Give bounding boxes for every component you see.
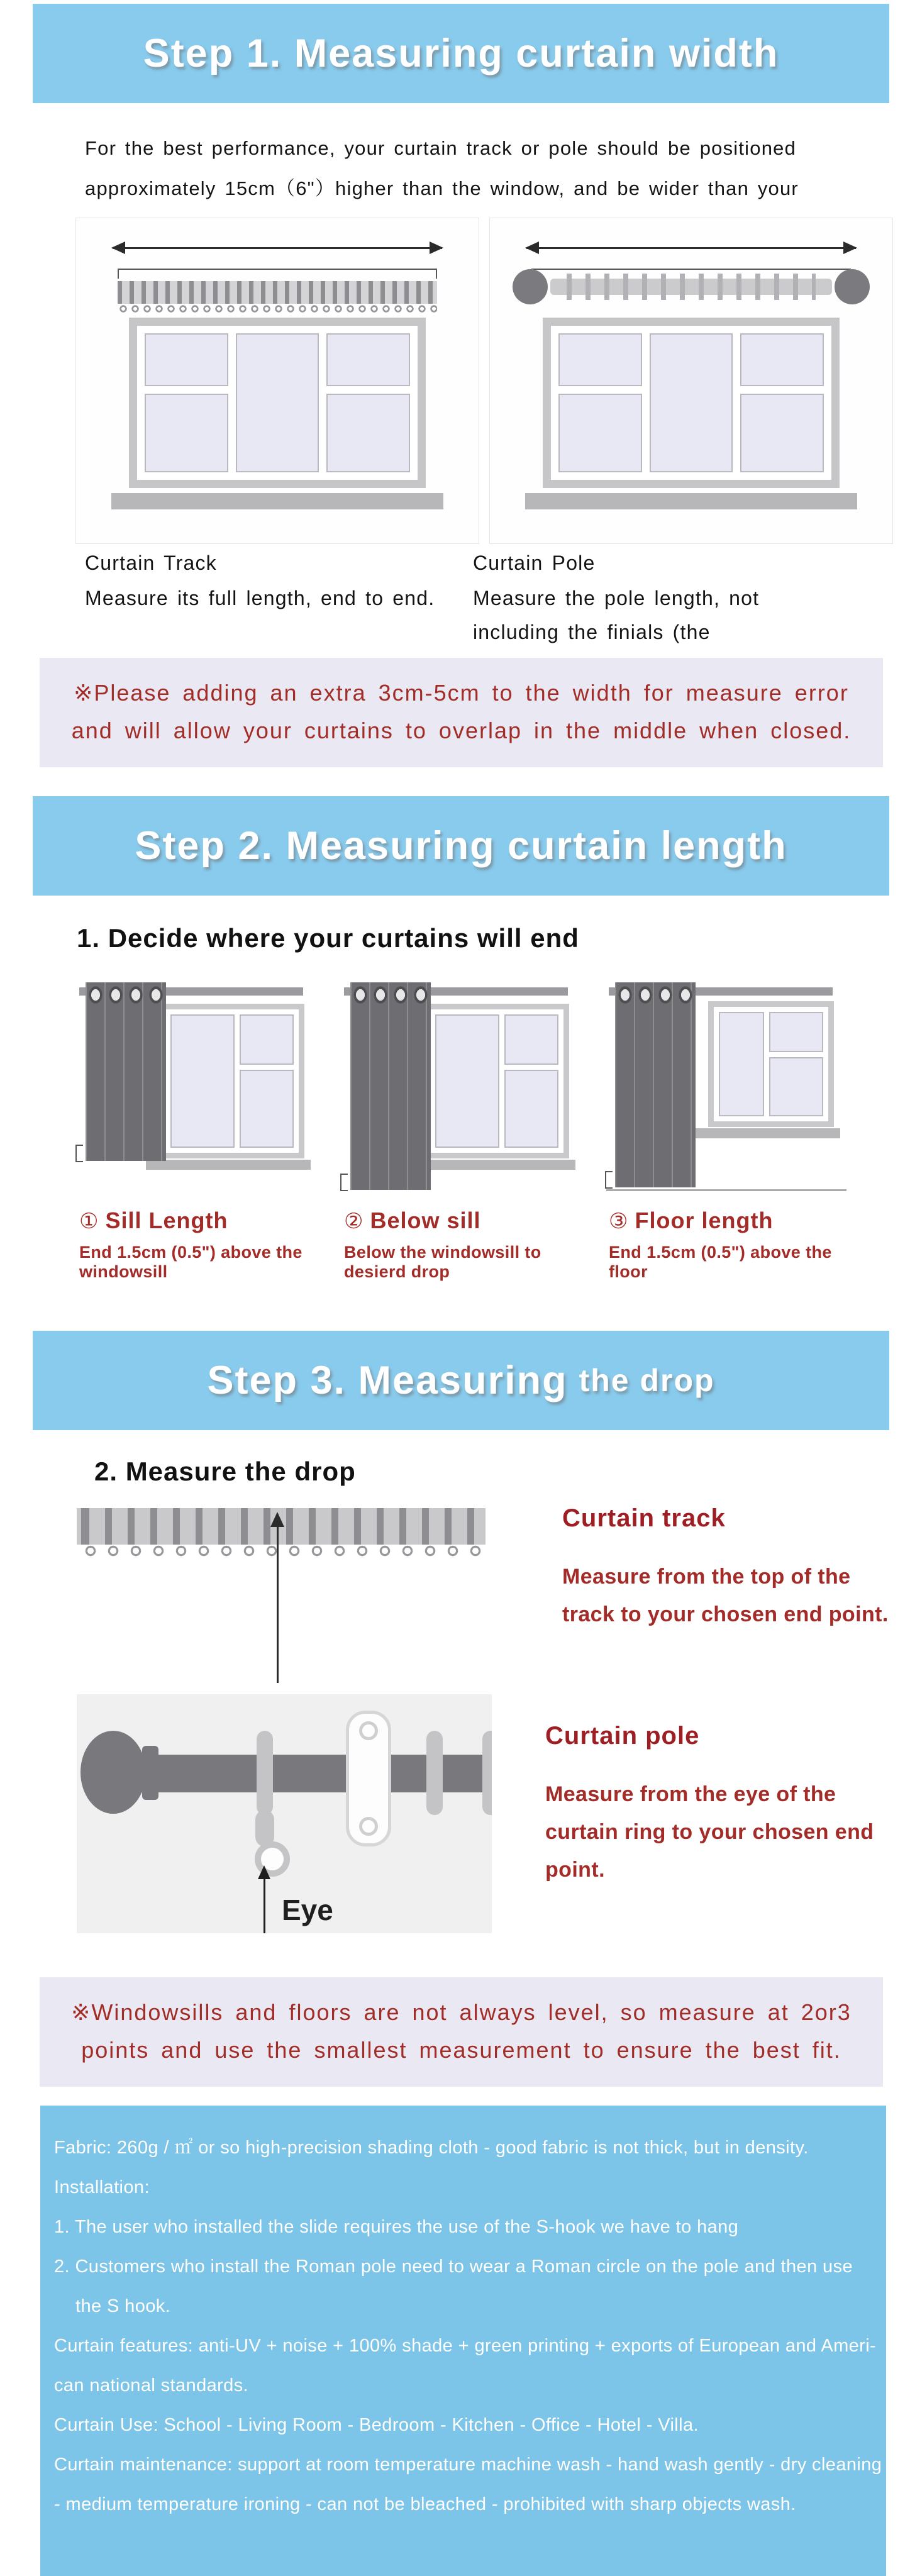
option-description: End 1.5cm (0.5") above the windowsill (79, 1243, 302, 1281)
window-pane (435, 1014, 499, 1148)
curtain-pole-desc-line2: curtain ring to your chosen end (545, 1820, 874, 1844)
window-pane (145, 394, 228, 472)
curtain-length-options (77, 971, 838, 1282)
option-number: ③ (609, 1209, 629, 1233)
curtain-pole-caption-title: Curtain Pole (473, 552, 596, 574)
window-pane (769, 1012, 823, 1052)
footer-line: - medium temperature ironing - can not be bleached - prohibited with sharp objects wash. (54, 2494, 796, 2514)
curtain-pole-graphic (550, 279, 832, 295)
step2-banner (33, 796, 889, 896)
window-pane (740, 394, 824, 472)
window-column (719, 1012, 764, 1116)
curtain-panel-graphic (86, 982, 166, 1161)
curtain-panel-graphic (350, 982, 431, 1190)
window-column (650, 333, 733, 472)
footer-line: Fabric: 260g / ㎡ or so high-precision shading cloth - good fabric is not thick, but in density. (54, 2138, 809, 2158)
track-length-bracket (118, 269, 437, 279)
curtain-track-caption-title: Curtain Track (85, 552, 217, 574)
curtain-track-desc-line2: track to your chosen end point. (562, 1602, 889, 1626)
measure-up-arrow (277, 1524, 279, 1683)
window-pane (170, 1014, 235, 1148)
curtain-pole-desc-line1: Measure from the eye of the (545, 1782, 836, 1806)
below-sill-figure (341, 971, 573, 1282)
curtain-pole-caption-line1: Measure the pole length, not (473, 587, 760, 609)
step1-intro-line1: For the best performance, your curtain track or pole should be positioned (85, 137, 797, 159)
option-title-text: Sill Length (105, 1208, 228, 1233)
window-pane (769, 1057, 823, 1116)
curtain-track-caption-body: Measure its full length, end to end. (85, 587, 435, 609)
curtain-pole-caption-line2: including the finials (the (473, 621, 711, 643)
footer-line: 1. The user who installed the slide requires the use of the S-hook we have to hang (54, 2217, 739, 2237)
curtain-ring-graphic (426, 1731, 443, 1815)
sill-length-figure (77, 971, 308, 1282)
window-pane (504, 1070, 558, 1148)
curtain-track-title: Curtain track (562, 1504, 726, 1532)
curtain-track-window-illustration (75, 218, 479, 544)
window-column (236, 333, 319, 472)
pole-collar-graphic (142, 1746, 158, 1800)
step2-banner-title: Step 2. Measuring curtain length (135, 824, 787, 868)
curtain-pole-description (545, 1775, 874, 1889)
sill-length-canvas (77, 971, 308, 1192)
level-measure-note (40, 1977, 883, 2087)
track-glider-hooks (118, 304, 437, 314)
pole-finial-left (513, 269, 548, 304)
curtain-pole-window-illustration (489, 218, 893, 544)
footer-line: the S hook. (75, 2296, 171, 2316)
curtain-track-desc-line1: Measure from the top of the (562, 1565, 851, 1589)
footer-line: Curtain features: anti-UV + noise + 100% shade + green printing + exports of European and Ameri- (54, 2336, 877, 2356)
pole-finial-graphic (80, 1731, 146, 1814)
window-graphic (160, 1004, 304, 1158)
window-pane (719, 1012, 764, 1116)
window-column (769, 1012, 823, 1116)
curtain-track-description (562, 1558, 889, 1633)
curtain-track-closeup (77, 1502, 910, 1690)
window-pane (240, 1014, 294, 1065)
width-double-arrow (526, 247, 856, 249)
window-pane (558, 333, 642, 386)
floor-length-figure (606, 971, 838, 1282)
step3-heading: 2. Measure the drop (94, 1457, 356, 1486)
note-line2: and will allow your curtains to overlap in the middle when closed. (71, 718, 852, 743)
option-number: ① (79, 1209, 99, 1233)
step3-banner (33, 1331, 889, 1430)
curtain-ring-with-eye (257, 1731, 273, 1815)
floor-length-caption (606, 1208, 838, 1282)
width-double-arrow (113, 247, 442, 249)
step1-captions (85, 552, 910, 649)
option-title (79, 1208, 308, 1234)
curtain-panel-graphic (615, 982, 696, 1187)
window-column (558, 333, 642, 472)
window-column (170, 1014, 235, 1148)
curtain-pole-closeup (77, 1694, 910, 1933)
note-line1: ※Please adding an extra 3cm-5cm to the width for measure error (74, 680, 849, 706)
pole-closeup-graphic (77, 1694, 492, 1933)
floor-length-canvas (606, 971, 838, 1192)
below-sill-canvas (341, 971, 573, 1192)
footer-line: Installation: (54, 2177, 150, 2197)
footer-line: can national standards. (54, 2375, 249, 2396)
window-frame (551, 326, 831, 480)
below-sill-caption (341, 1208, 573, 1282)
product-info-footer (40, 2106, 886, 2576)
window-column (240, 1014, 294, 1148)
window-column (326, 333, 410, 472)
curtain-track-caption (85, 552, 473, 649)
step3-banner-title: Step 3. Measuring (207, 1358, 568, 1402)
note-line1: ※Windowsills and floors are not always level, so measure at 2or3 (71, 1999, 852, 2025)
floor-line-graphic (606, 1189, 846, 1191)
option-title (609, 1208, 838, 1234)
window-column (740, 333, 824, 472)
track-closeup-hooks (77, 1545, 486, 1557)
note-line2: points and use the smallest measurement to ensure the best fit. (81, 2037, 841, 2063)
window-pane (240, 1070, 294, 1148)
curtain-ring-graphic (482, 1731, 492, 1815)
window-pane (504, 1014, 558, 1065)
eye-label: Eye (282, 1894, 333, 1926)
window-graphic (129, 318, 426, 488)
curtain-pole-title: Curtain pole (545, 1722, 700, 1750)
window-graphic (424, 1004, 569, 1158)
wall-bracket-graphic (346, 1711, 391, 1846)
window-pane (740, 333, 824, 386)
window-graphic (543, 318, 840, 488)
footer-line: Curtain maintenance: support at room temperature machine wash - hand wash gently - dry cleaning (54, 2455, 882, 2475)
eye-pointer-arrow (264, 1878, 265, 1933)
windowsill-graphic (411, 1160, 575, 1170)
footer-line: Curtain Use: School - Living Room - Bedroom - Kitchen - Office - Hotel - Villa. (54, 2415, 699, 2435)
window-graphic (708, 1001, 834, 1127)
window-frame (165, 1009, 299, 1153)
window-pane (326, 333, 410, 386)
curtain-pole-text (545, 1694, 874, 1933)
footer-line: 2. Customers who install the Roman pole need to wear a Roman circle on the pole and then use (54, 2257, 853, 2277)
curtain-track-text (562, 1504, 889, 1633)
window-frame (137, 326, 418, 480)
option-number: ② (344, 1209, 364, 1233)
windowsill-graphic (525, 493, 857, 509)
window-column (504, 1014, 558, 1148)
curtain-pole-desc-line3: point. (545, 1858, 605, 1882)
window-pane (236, 333, 319, 472)
option-description: Below the windowsill to desierd drop (344, 1243, 541, 1281)
step1-intro-line2: approximately 15cm（6"）higher than the window, and be wider than your (85, 177, 799, 199)
window-pane (558, 394, 642, 472)
window-frame (714, 1007, 828, 1121)
pole-finial-right (835, 269, 870, 304)
windowsill-graphic (146, 1160, 311, 1170)
step1-intro (85, 128, 910, 209)
window-pane (145, 333, 228, 386)
step2-heading: 1. Decide where your curtains will end (77, 923, 579, 953)
option-description: End 1.5cm (0.5") above the floor (609, 1243, 832, 1281)
windowsill-graphic (694, 1128, 840, 1138)
step1-illustrations (75, 218, 910, 544)
window-pane (650, 333, 733, 472)
width-measure-note (40, 658, 883, 767)
option-title-text: Below sill (370, 1208, 481, 1233)
window-column (435, 1014, 499, 1148)
window-pane (326, 394, 410, 472)
curtain-pole-caption (473, 552, 861, 649)
window-column (145, 333, 228, 472)
windowsill-graphic (111, 493, 443, 509)
sill-length-caption (77, 1208, 308, 1282)
window-frame (430, 1009, 563, 1153)
step3-banner-subtitle: the drop (579, 1363, 715, 1398)
option-title (344, 1208, 573, 1234)
pole-rings-graphic (567, 274, 816, 300)
option-title-text: Floor length (635, 1208, 774, 1233)
step1-banner-title: Step 1. Measuring curtain width (143, 31, 779, 75)
step1-banner (33, 4, 889, 103)
curtain-track-graphic (118, 281, 437, 304)
